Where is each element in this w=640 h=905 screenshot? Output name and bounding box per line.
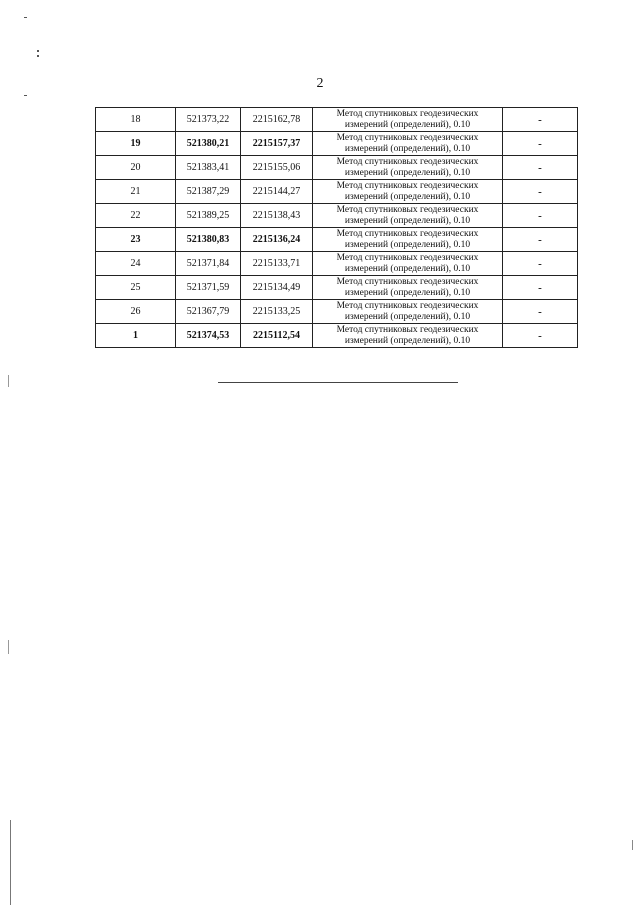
extra-cell: - [503, 180, 578, 204]
method-line-1: Метод спутниковых геодезических [336, 156, 479, 167]
point-number: 25 [96, 276, 176, 300]
point-number: 20 [96, 156, 176, 180]
coord-y: 2215157,37 [241, 132, 313, 156]
point-number: 1 [96, 324, 176, 348]
method-cell [313, 276, 503, 300]
table-row [96, 228, 578, 252]
table-row [96, 156, 578, 180]
extra-cell: - [503, 252, 578, 276]
method-line-1: Метод спутниковых геодезических [336, 132, 479, 143]
coordinates-table [95, 107, 578, 348]
coord-y: 2215155,06 [241, 156, 313, 180]
method-line-1: Метод спутниковых геодезических [336, 108, 479, 119]
method-line-2: измерений (определений), 0.10 [344, 239, 471, 250]
extra-cell: - [503, 324, 578, 348]
scan-mark [24, 17, 27, 18]
point-number: 21 [96, 180, 176, 204]
extra-cell: - [503, 108, 578, 132]
table-row [96, 252, 578, 276]
method-line-2: измерений (определений), 0.10 [344, 215, 471, 226]
coord-x: 521367,79 [176, 300, 241, 324]
table-row [96, 276, 578, 300]
method-line-1: Метод спутниковых геодезических [336, 324, 479, 335]
coord-x: 521383,41 [176, 156, 241, 180]
coord-x: 521371,59 [176, 276, 241, 300]
method-line-1: Метод спутниковых геодезических [336, 228, 479, 239]
coord-y: 2215136,24 [241, 228, 313, 252]
method-line-2: измерений (определений), 0.10 [344, 143, 471, 154]
method-line-2: измерений (определений), 0.10 [344, 167, 471, 178]
scan-mark [37, 55, 39, 57]
scan-mark [8, 640, 9, 654]
point-number: 18 [96, 108, 176, 132]
method-cell [313, 300, 503, 324]
coord-y: 2215112,54 [241, 324, 313, 348]
method-cell [313, 324, 503, 348]
method-line-1: Метод спутниковых геодезических [336, 180, 479, 191]
method-line-1: Метод спутниковых геодезических [336, 276, 479, 287]
method-cell [313, 228, 503, 252]
coord-x: 521374,53 [176, 324, 241, 348]
end-of-table-rule [218, 382, 458, 383]
point-number: 26 [96, 300, 176, 324]
method-line-2: измерений (определений), 0.10 [344, 263, 471, 274]
coord-x: 521389,25 [176, 204, 241, 228]
coord-y: 2215138,43 [241, 204, 313, 228]
method-line-2: измерений (определений), 0.10 [344, 191, 471, 202]
coord-y: 2215162,78 [241, 108, 313, 132]
table-row [96, 132, 578, 156]
method-line-2: измерений (определений), 0.10 [344, 287, 471, 298]
extra-cell: - [503, 276, 578, 300]
coord-y: 2215133,25 [241, 300, 313, 324]
extra-cell: - [503, 228, 578, 252]
coord-x: 521380,83 [176, 228, 241, 252]
point-number: 24 [96, 252, 176, 276]
extra-cell: - [503, 156, 578, 180]
scan-mark [632, 840, 633, 850]
extra-cell: - [503, 204, 578, 228]
coord-x: 521387,29 [176, 180, 241, 204]
page-number: 2 [316, 76, 324, 91]
table-row [96, 180, 578, 204]
scan-mark [24, 95, 27, 96]
table-row [96, 204, 578, 228]
coord-x: 521373,22 [176, 108, 241, 132]
method-cell [313, 204, 503, 228]
scan-mark [10, 820, 11, 905]
point-number: 23 [96, 228, 176, 252]
point-number: 22 [96, 204, 176, 228]
coord-x: 521380,21 [176, 132, 241, 156]
coord-x: 521371,84 [176, 252, 241, 276]
method-cell [313, 156, 503, 180]
method-cell [313, 108, 503, 132]
coord-y: 2215134,49 [241, 276, 313, 300]
point-number: 19 [96, 132, 176, 156]
coord-y: 2215133,71 [241, 252, 313, 276]
extra-cell: - [503, 300, 578, 324]
scan-mark [37, 50, 39, 52]
method-line-1: Метод спутниковых геодезических [336, 300, 479, 311]
method-line-1: Метод спутниковых геодезических [336, 252, 479, 263]
method-cell [313, 252, 503, 276]
coord-y: 2215144,27 [241, 180, 313, 204]
method-line-1: Метод спутниковых геодезических [336, 204, 479, 215]
method-line-2: измерений (определений), 0.10 [344, 311, 471, 322]
table-row [96, 300, 578, 324]
extra-cell: - [503, 132, 578, 156]
method-line-2: измерений (определений), 0.10 [344, 119, 471, 130]
scan-mark [8, 375, 9, 387]
method-line-2: измерений (определений), 0.10 [344, 335, 471, 346]
method-cell [313, 132, 503, 156]
method-cell [313, 180, 503, 204]
table-row [96, 324, 578, 348]
table-row [96, 108, 578, 132]
